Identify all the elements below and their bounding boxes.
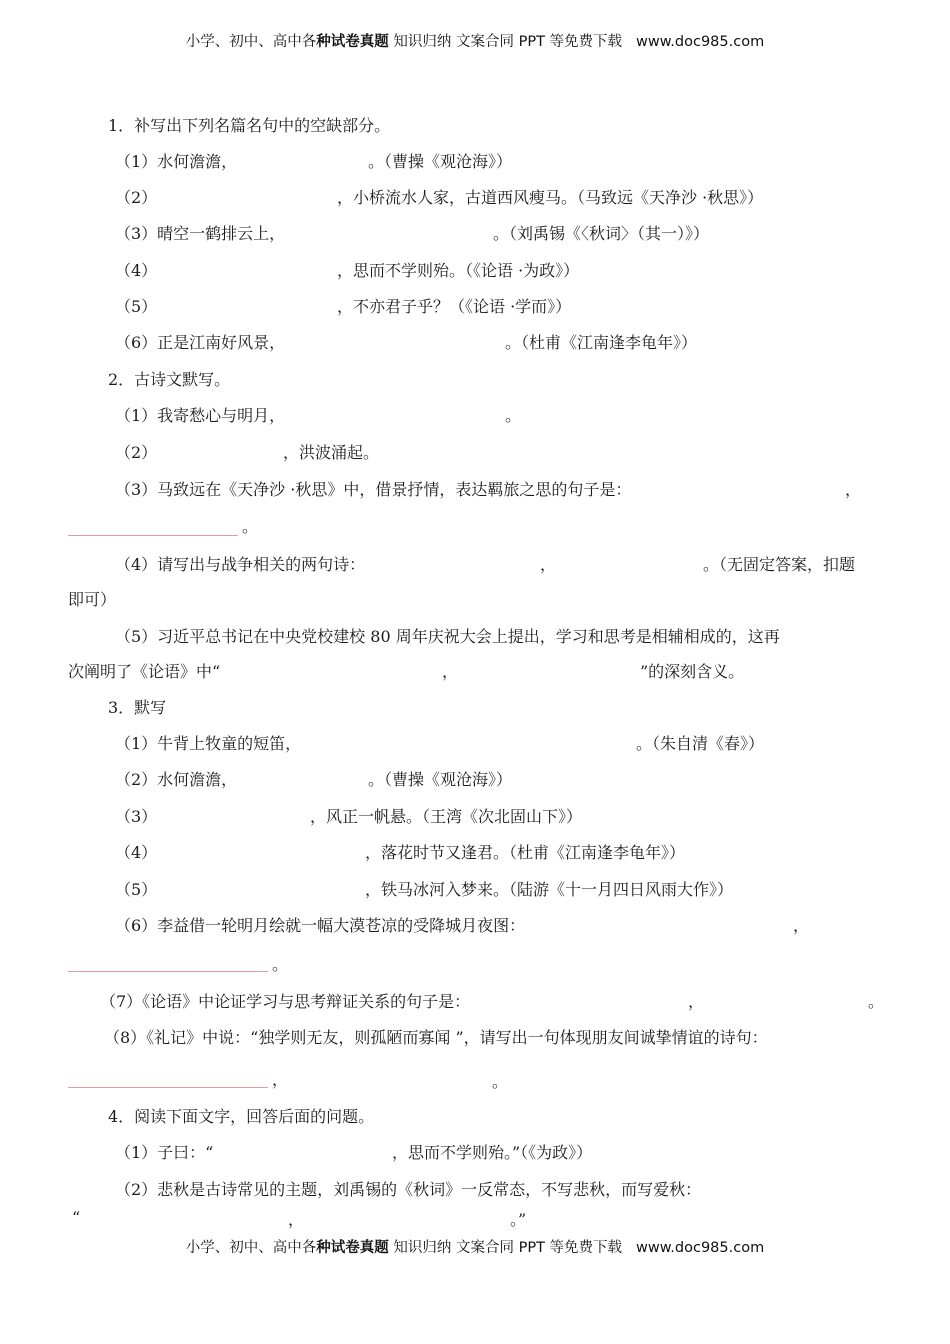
q2-item-3-end: 。 [242,517,259,536]
q3-item-4: （4） [115,843,158,862]
item-text: （1）水何澹澹， [115,152,238,171]
header-text-2: 知识归纳 文案合同 PPT 等免费下载 [388,34,623,50]
q2-item-4-comma: ， [540,555,557,574]
q2-item-4-cont: 即可） [68,590,117,609]
q1-item-5: （5） [115,297,158,316]
q4-item-2-end: 。” [510,1210,527,1229]
q3-item-8-comma: ， [272,1070,289,1089]
q4-item-2: （2）悲秋是古诗常见的主题，刘禹锡的《秋词》一反常态，不写悲秋，而写爱秋： [115,1180,702,1199]
q2-item-3-comma: ， [845,480,862,499]
header-bold-text: 种试卷真题 [316,34,389,50]
q1-item-5-tail: ，不亦君子乎？（《论语 ·学而》） [337,297,572,316]
q4-title: 4．阅读下面文字，回答后面的问题。 [108,1107,375,1126]
q2-item-5-comma: ， [442,662,459,681]
q2-item-3: （3）马致远在《天净沙 ·秋思》中，借景抒情，表达羁旅之思的句子是： [115,480,632,499]
q1-item-1 [115,152,237,172]
q3-item-6-end: 。 [272,955,289,974]
q3-item-5-tail: ，铁马冰河入梦来。（陆游《十一月四日风雨大作》） [365,880,734,899]
q3-item-2: （2）水何澹澹， [115,770,238,789]
q3-item-7-comma: ， [688,992,705,1011]
q3-item-6: （6）李益借一轮明月绘就一幅大漠苍凉的受降城月夜图： [115,916,526,935]
q3-item-1: （1）牛背上牧童的短笛， [115,734,302,753]
q1-item-4: （4） [115,261,158,280]
page-footer [0,1236,950,1257]
q3-item-6-comma: ， [793,916,810,935]
q1-item-2: （2） [115,188,158,207]
q4-item-2-open-quote: “ [72,1208,81,1227]
q2-item-1-tail: 。 [505,406,522,425]
footer-url[interactable]: www.doc985.com [636,1240,765,1256]
q4-item-1: （1）子曰：“ [115,1143,214,1162]
q2-item-4: （4）请写出与战争相关的两句诗： [115,555,366,574]
footer-bold-text: 种试卷真题 [316,1240,389,1256]
header-text: 小学、初中、高中各 [185,34,317,50]
q4-item-2-comma: ， [288,1210,305,1229]
q3-item-7-tail: 。 [868,992,885,1011]
q1-item-3: （3）晴空一鹤排云上， [115,224,286,243]
q3-item-7: （7）《论语》中论证学习与思考辩证关系的句子是： [100,992,471,1011]
q4-item-1-tail: ，思而不学则殆。”（《为政》） [392,1143,593,1162]
q2-title: 2．古诗文默写。 [108,370,231,389]
q3-item-3-tail: ，风正一帆悬。（王湾《次北固山下》） [310,807,583,826]
q1-item-2-tail: ，小桥流水人家，古道西风瘦马。（马致远《天净沙 ·秋思》） [337,188,764,207]
page-header [0,30,950,51]
q3-item-3: （3） [115,807,158,826]
q3-item-2-tail: 。（曹操《观沧海》） [368,770,513,789]
q2-item-5-tail: ”的深刻含义。 [640,662,745,681]
footer-text-2: 知识归纳 文案合同 PPT 等免费下载 [388,1240,623,1256]
q2-item-5-cont: 次阐明了《论语》中“ [68,662,221,681]
q1-item-4-tail: ，思而不学则殆。（《论语 ·为政》） [337,261,580,280]
q3-item-1-tail: 。（朱自清《春》） [636,734,765,753]
q2-item-2: （2） [115,443,158,462]
q2-item-5: （5）习近平总书记在中央党校建校 80 周年庆祝大会上提出，学习和思考是相辅相成的，这再 [115,627,780,646]
q3-title: 3．默写 [108,698,167,717]
q3-item-5: （5） [115,880,158,899]
q1-title: 1．补写出下列名篇名句中的空缺部分。 [108,116,391,135]
footer-text: 小学、初中、高中各 [185,1240,317,1256]
q2-item-1: （1）我寄愁心与明月， [115,406,286,425]
header-url[interactable]: www.doc985.com [636,34,765,50]
q1-item-3-tail: 。（刘禹锡《〈秋词〉（其一）》） [493,224,710,243]
answer-underline[interactable] [68,535,238,536]
q3-item-4-tail: ，落花时节又逢君。（杜甫《江南逢李龟年》） [365,843,686,862]
answer-underline[interactable] [68,971,268,972]
q1-item-6: （6）正是江南好风景， [115,333,286,352]
q2-item-4-tail: 。（无固定答案，扣题 [703,555,856,574]
q1-item-1-tail: 。（曹操《观沧海》） [368,152,513,171]
q2-item-2-tail: ，洪波涌起。 [283,443,380,462]
q1-item-6-tail: 。（杜甫《江南逢李龟年》） [505,333,698,352]
q3-item-8: （8）《礼记》中说：“独学则无友，则孤陋而寡闻 ”，请写出一句体现朋友间诚挚情谊的诗句： [104,1028,768,1047]
answer-underline[interactable] [68,1087,268,1088]
q3-item-8-end: 。 [492,1072,509,1091]
